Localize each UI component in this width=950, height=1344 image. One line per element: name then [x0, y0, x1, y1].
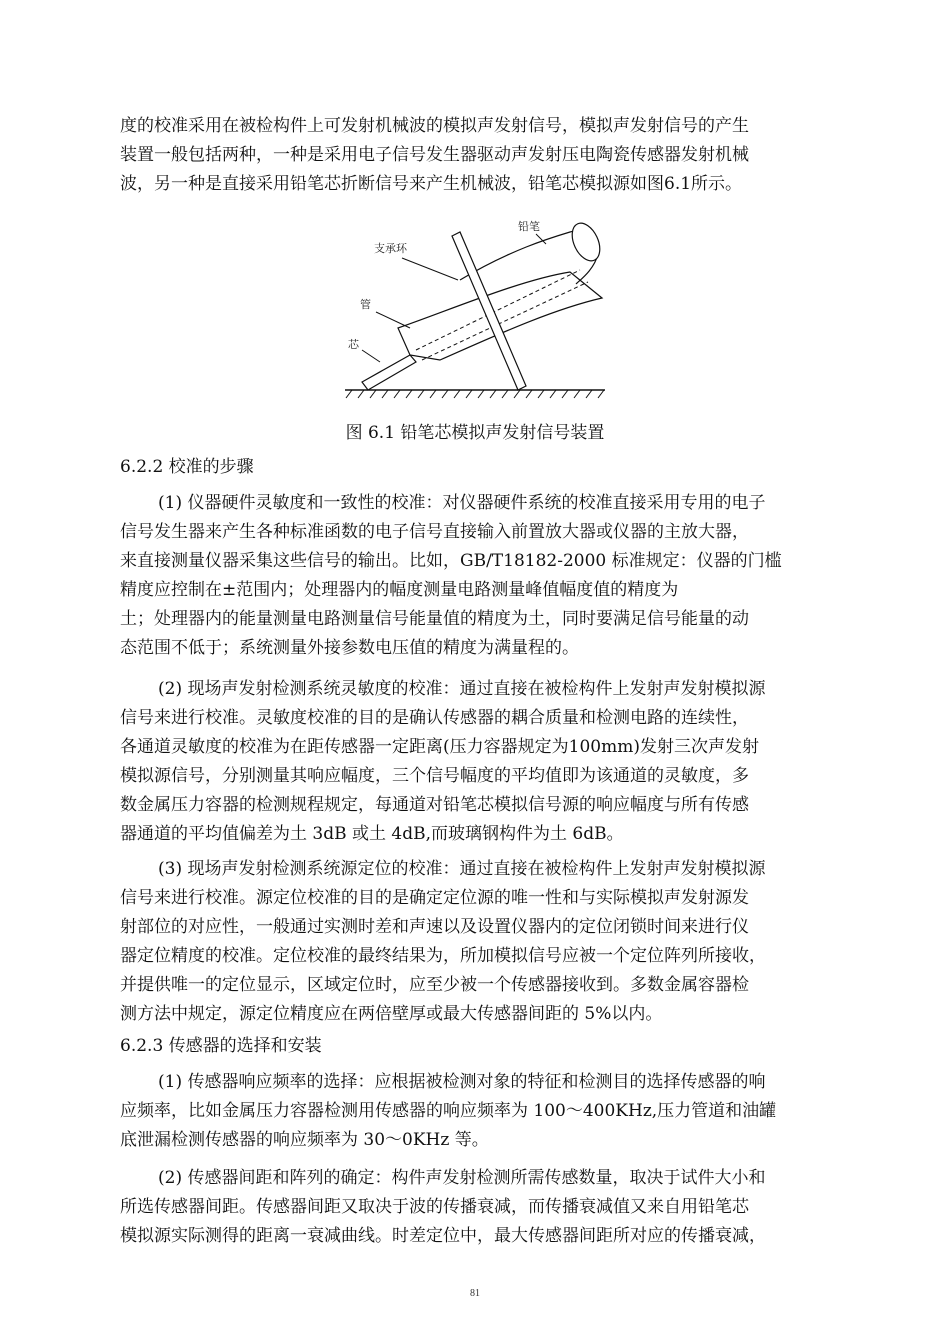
text-line: 并提供唯一的定位显示，区域定位时，应至少被一个传感器接收到。多数金属容器检	[120, 975, 749, 995]
label-pencil: 铅笔	[518, 220, 540, 233]
text-line: 信号来进行校准。源定位校准的目的是确定定位源的唯一性和与实际模拟声发射源发	[120, 888, 749, 908]
text-line: 装置一般包括两种，一种是采用电子信号发生器驱动声发射压电陶瓷传感器发射机械	[120, 145, 749, 165]
section-heading-6-2-3: 6.2.3 传感器的选择和安装	[120, 1036, 322, 1056]
label-core: 芯	[348, 338, 359, 351]
text-line: 土；处理器内的能量测量电路测量信号能量值的精度为土，同时要满足信号能量的动	[120, 609, 749, 629]
leader-line	[376, 312, 410, 328]
text-line: 模拟源信号，分别测量其响应幅度，三个信号幅度的平均值即为该通道的灵敏度，多	[120, 766, 749, 786]
text-line: (2) 传感器间距和阵列的确定：构件声发射检测所需传感数量，取决于试件大小和	[158, 1168, 766, 1188]
paragraph-location-calibration	[120, 855, 840, 1029]
paragraph-hardware-calibration	[120, 489, 840, 663]
text-line: 信号发生器来产生各种标准函数的电子信号直接输入前置放大器或仪器的主放大器，	[120, 522, 749, 542]
figure-caption: 图 6.1 铅笔芯模拟声发射信号装置	[345, 423, 605, 443]
leader-line	[362, 350, 380, 362]
text-line: (1) 传感器响应频率的选择：应根据被检测对象的特征和检测目的选择传感器的响	[158, 1072, 766, 1092]
text-line: 波，另一种是直接采用铅笔芯折断信号来产生机械波，铅笔芯模拟源如图6.1所示。	[120, 174, 743, 194]
text-line: 射部位的对应性，一般通过实测时差和声速以及设置仪器内的定位闭锁时间来进行仪	[120, 917, 749, 937]
text-line: 来直接测量仪器采集这些信号的输出。比如，GB/T18182-2000 标准规定：仪器的门槛	[120, 551, 782, 571]
paragraph-frequency-selection	[120, 1068, 840, 1155]
text-line: 度的校准采用在被检构件上可发射机械波的模拟声发射信号，模拟声发射信号的产生	[120, 116, 749, 136]
paragraph-sensor-spacing	[120, 1164, 840, 1251]
pencil-lead-core	[362, 355, 416, 390]
intro-paragraph	[120, 112, 840, 199]
section-heading-6-2-2: 6.2.2 校准的步骤	[120, 457, 254, 477]
text-line: 精度应控制在±范围内；处理器内的幅度测量电路测量峰值幅度值的精度为	[120, 580, 679, 600]
text-line: 各通道灵敏度的校准为在距传感器一定距离(压力容器规定为100mm)发射三次声发射	[120, 737, 759, 757]
leader-line	[402, 258, 458, 280]
text-line: 器定位精度的校准。定位校准的最终结果为，所加模拟信号应被一个定位阵列所接收，	[120, 946, 766, 966]
text-line: 态范围不低于；系统测量外接参数电压值的精度为满量程的。	[120, 638, 579, 658]
label-support-ring: 支承环	[374, 242, 407, 255]
paragraph-sensitivity-calibration	[120, 675, 840, 849]
text-line: 所选传感器间距。传感器间距又取决于波的传播衰减，而传播衰减值又来自用铅笔芯	[120, 1197, 749, 1217]
text-line: 数金属压力容器的检测规程规定，每通道对铅笔芯模拟信号源的响应幅度与所有传感	[120, 795, 749, 815]
page-number: 81	[470, 1288, 480, 1299]
text-line: (2) 现场声发射检测系统灵敏度的校准：通过直接在被检构件上发射声发射模拟源	[158, 679, 766, 699]
text-line: 模拟源实际测得的距离一衰减曲线。时差定位中，最大传感器间距所对应的传播衰减，	[120, 1226, 766, 1246]
pencil-lead-source-diagram	[340, 210, 620, 410]
text-line: 底泄漏检测传感器的响应频率为 30～0KHz 等。	[120, 1130, 489, 1150]
text-line: 器通道的平均值偏差为土 3dB 或土 4dB,而玻璃钢构件为土 6dB。	[120, 824, 624, 844]
text-line: 信号来进行校准。灵敏度校准的目的是确认传感器的耦合质量和检测电路的连续性，	[120, 708, 749, 728]
text-line: (1) 仪器硬件灵敏度和一致性的校准：对仪器硬件系统的校准直接采用专用的电子	[158, 493, 766, 513]
pencil-end	[567, 219, 606, 265]
ground-hatch	[346, 390, 604, 398]
text-line: 测方法中规定，源定位精度应在两倍壁厚或最大传感器间距的 5%以内。	[120, 1004, 663, 1024]
label-tube: 管	[360, 298, 371, 311]
text-line: 应频率，比如金属压力容器检测用传感器的响应频率为 100～400KHz,压力管道和油罐	[120, 1101, 777, 1121]
text-line: (3) 现场声发射检测系统源定位的校准：通过直接在被检构件上发射声发射模拟源	[158, 859, 766, 879]
